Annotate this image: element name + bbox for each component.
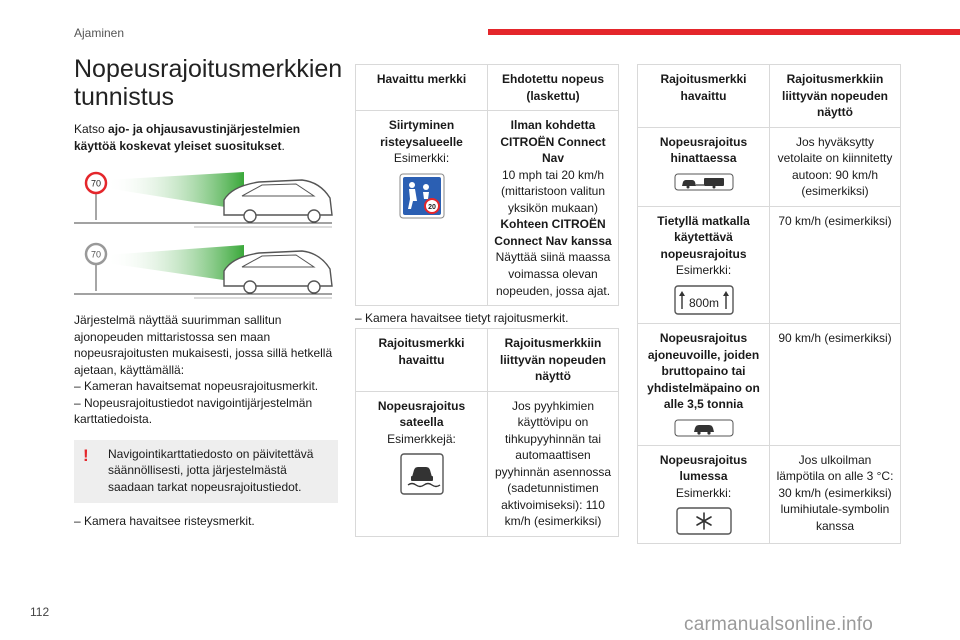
page-number: 112 [30, 605, 50, 619]
row-line: Näyttää siinä maassa voimassa olevan nopeuden, jossa ajat. [495, 250, 611, 298]
row-value: Jos ulkoilman lämpötila on alle 3 °C: 30 km/h (esimerkiksi) lumihiutale-symbolin kanssa [770, 445, 901, 544]
row-example-label: Esimerkki: [393, 151, 450, 166]
column-left [74, 55, 343, 529]
table-row [356, 111, 619, 306]
row-example-label: Esimerkki: [675, 485, 732, 500]
row-value: Jos pyyhkimien käyttövipu on tihkupyyhinnän tai automaattisen pyyhinnän asennossa (sadetunnistimen aktivoimiseksi): 110 km/h (esimerkiksi) [488, 391, 619, 536]
row-value: 70 km/h (esimerkiksi) [770, 206, 901, 323]
row-title: Siirtyminen risteysalueelle [380, 118, 463, 149]
warning-text: Navigointikarttatiedosto on päivitettävä säännöllisesti, jotta järjestelmästä saadaan tarkat nopeusrajoitustiedot. [108, 446, 314, 495]
intro-text [74, 121, 338, 154]
row-title: Nopeusrajoitus hinattaessa [659, 134, 748, 166]
row-title: Tietyllä matkalla käytettävä nopeusrajoitus [657, 213, 750, 261]
watermark: carmanualsonline.info [684, 614, 874, 635]
camera-limits-item: – Kamera havaitsee tietyt rajoitusmerkit. [355, 311, 569, 325]
sign-value: 20 [427, 203, 436, 211]
distance-sign-icon [674, 285, 734, 315]
intro-suffix: . [281, 138, 285, 153]
row-value: Jos hyväksytty vetolaite on kiinnitetty autoon: 90 km/h (esimerkiksi) [770, 127, 901, 206]
car-sign-icon [674, 419, 734, 437]
table-header: Ehdotettu nopeus (laskettu) [488, 65, 619, 111]
table-header: Rajoitusmerkki havaittu [356, 329, 488, 392]
distance-sign-text: 800m [688, 296, 719, 311]
row-line: Kohteen CITROËN Connect Nav kanssa [494, 217, 612, 248]
table-header: Havaittu merkki [356, 65, 488, 111]
sign-value-2: 70 [90, 249, 102, 260]
camera-intersection-item: – Kamera havaitsee risteysmerkit. [74, 513, 255, 528]
page-title: Nopeusrajoitusmerkkien tunnistus [74, 55, 343, 111]
table-row [638, 206, 901, 323]
table-limits [637, 64, 901, 544]
towing-sign-icon [674, 173, 734, 191]
header-accent-bar [488, 29, 960, 35]
row-title: Nopeusrajoitus sateella [377, 398, 466, 430]
row-example-label: Esimerkkejä: [387, 431, 456, 446]
table-row [638, 127, 901, 206]
residential-zone-sign-icon [399, 173, 445, 219]
row-title: Nopeusrajoitus ajoneuvoille, joiden bruttopaino tai yhdistelmäpaino on alle 3,5 tonnia [647, 331, 760, 412]
row-value: 90 km/h (esimerkiksi) [770, 324, 901, 446]
table-header: Rajoitusmerkkiin liittyvän nopeuden näyttö [488, 329, 619, 392]
row-title: Nopeusrajoitus lumessa [659, 452, 748, 484]
body-paragraph: Järjestelmä näyttää suurimman sallitun ajonopeuden mittaristossa sen maan nopeusrajoitusten mukaisesti, jossa sillä hetkellä ajetaan, käyttämällä: [74, 313, 333, 377]
exclamation-icon: ! [83, 445, 89, 465]
speed-sign-navigation-icon [74, 241, 336, 301]
warning-box [74, 440, 338, 503]
table-row [356, 391, 619, 536]
rain-sign-icon [400, 453, 444, 495]
table-row [638, 324, 901, 446]
table-intersection [355, 64, 619, 306]
illustration-navigation [74, 241, 334, 301]
list-item: – Kameran havaitsemat nopeusrajoitusmerkit. [74, 379, 319, 394]
section-header: Ajaminen [74, 26, 125, 40]
illustration-camera [74, 170, 334, 230]
table-row [638, 445, 901, 544]
list-item: – Nopeusrajoitustiedot navigointijärjestelmän karttatiedoista. [74, 395, 313, 427]
row-line: Ilman kohdetta CITROËN Connect Nav [500, 118, 606, 166]
table-header: Rajoitusmerkkiin liittyvän nopeuden näyttö [770, 65, 901, 128]
table-rain [355, 328, 619, 537]
intro-prefix: Katso [74, 122, 109, 136]
snowflake-sign-icon [676, 507, 732, 535]
speed-sign-camera-detection-icon [74, 170, 336, 230]
row-example-label: Esimerkki: [675, 263, 732, 278]
sign-value-1: 70 [90, 178, 102, 189]
row-line: 10 mph tai 20 km/h (mittaristoon valitun yksikön mukaan) [500, 167, 606, 215]
intro-link-text: ajo- ja ohjausavustinjärjestelmien käyttöä koskevat yleiset suositukset [74, 122, 301, 153]
table-header: Rajoitusmerkki havaittu [638, 65, 770, 128]
